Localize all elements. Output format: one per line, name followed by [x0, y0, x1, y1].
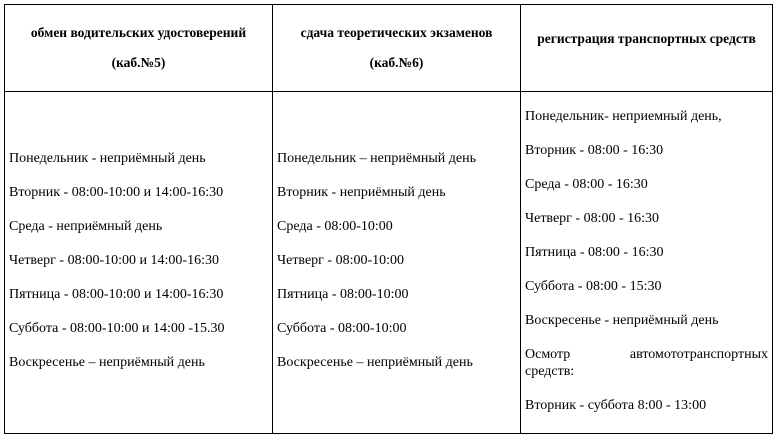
- schedule-day: Пятница - 08:00-10:00 и 14:00-16:30: [9, 287, 224, 302]
- header-theory-exam: [273, 5, 521, 92]
- schedule-day: Вторник - 08:00-10:00 и 14:00-16:30: [9, 185, 224, 200]
- inspection-title-cont: средств:: [525, 364, 575, 379]
- schedule-day: Суббота - 08:00-10:00: [277, 321, 407, 336]
- header-room: (каб.№5): [111, 55, 166, 70]
- header-room: (каб.№6): [369, 55, 424, 70]
- header-row: [5, 5, 773, 92]
- inspection-title: Осмотр автомототранспортных: [525, 347, 768, 362]
- header-title: обмен водительских удостоверений: [30, 25, 247, 40]
- schedule-row: [5, 92, 773, 434]
- schedule-day: Воскресенье – неприёмный день: [9, 355, 205, 370]
- schedule-day: Понедельник – неприёмный день: [277, 151, 476, 166]
- schedule-day: Вторник - неприёмный день: [277, 185, 446, 200]
- schedule-day: Четверг - 08:00-10:00: [277, 253, 405, 268]
- schedule-day: Пятница - 08:00 - 16:30: [525, 245, 664, 260]
- schedule-day: Среда - 08:00-10:00: [277, 219, 393, 234]
- schedule-day: Четверг - 08:00-10:00 и 14:00-16:30: [9, 253, 219, 268]
- schedule-day: Понедельник- неприемный день,: [525, 109, 722, 124]
- schedule-day: Суббота - 08:00-10:00 и 14:00 -15.30: [9, 321, 225, 336]
- schedule-day: Пятница - 08:00-10:00: [277, 287, 409, 302]
- header-title: регистрация транспортных средств: [537, 31, 756, 46]
- schedule-day: Среда - неприёмный день: [9, 219, 163, 234]
- schedule-day: Суббота - 08:00 - 15:30: [525, 279, 662, 294]
- schedule-day: Воскресенье – неприёмный день: [277, 355, 473, 370]
- header-vehicle-registration: [521, 5, 773, 92]
- schedule-license-exchange: [5, 92, 273, 434]
- header-license-exchange: [5, 5, 273, 92]
- schedule-day: Понедельник - неприёмный день: [9, 151, 206, 166]
- inspection-hours: Вторник - суббота 8:00 - 13:00: [525, 398, 707, 413]
- schedule-theory-exam: [273, 92, 521, 434]
- header-title: сдача теоретических экзаменов: [300, 25, 493, 40]
- schedule-day: Воскресенье - неприёмный день: [525, 313, 719, 328]
- schedule-day: Среда - 08:00 - 16:30: [525, 177, 648, 192]
- schedule-day: Четверг - 08:00 - 16:30: [525, 211, 660, 226]
- schedule-vehicle-registration: [521, 92, 773, 434]
- schedule-table: [4, 4, 773, 434]
- schedule-day: Вторник - 08:00 - 16:30: [525, 143, 664, 158]
